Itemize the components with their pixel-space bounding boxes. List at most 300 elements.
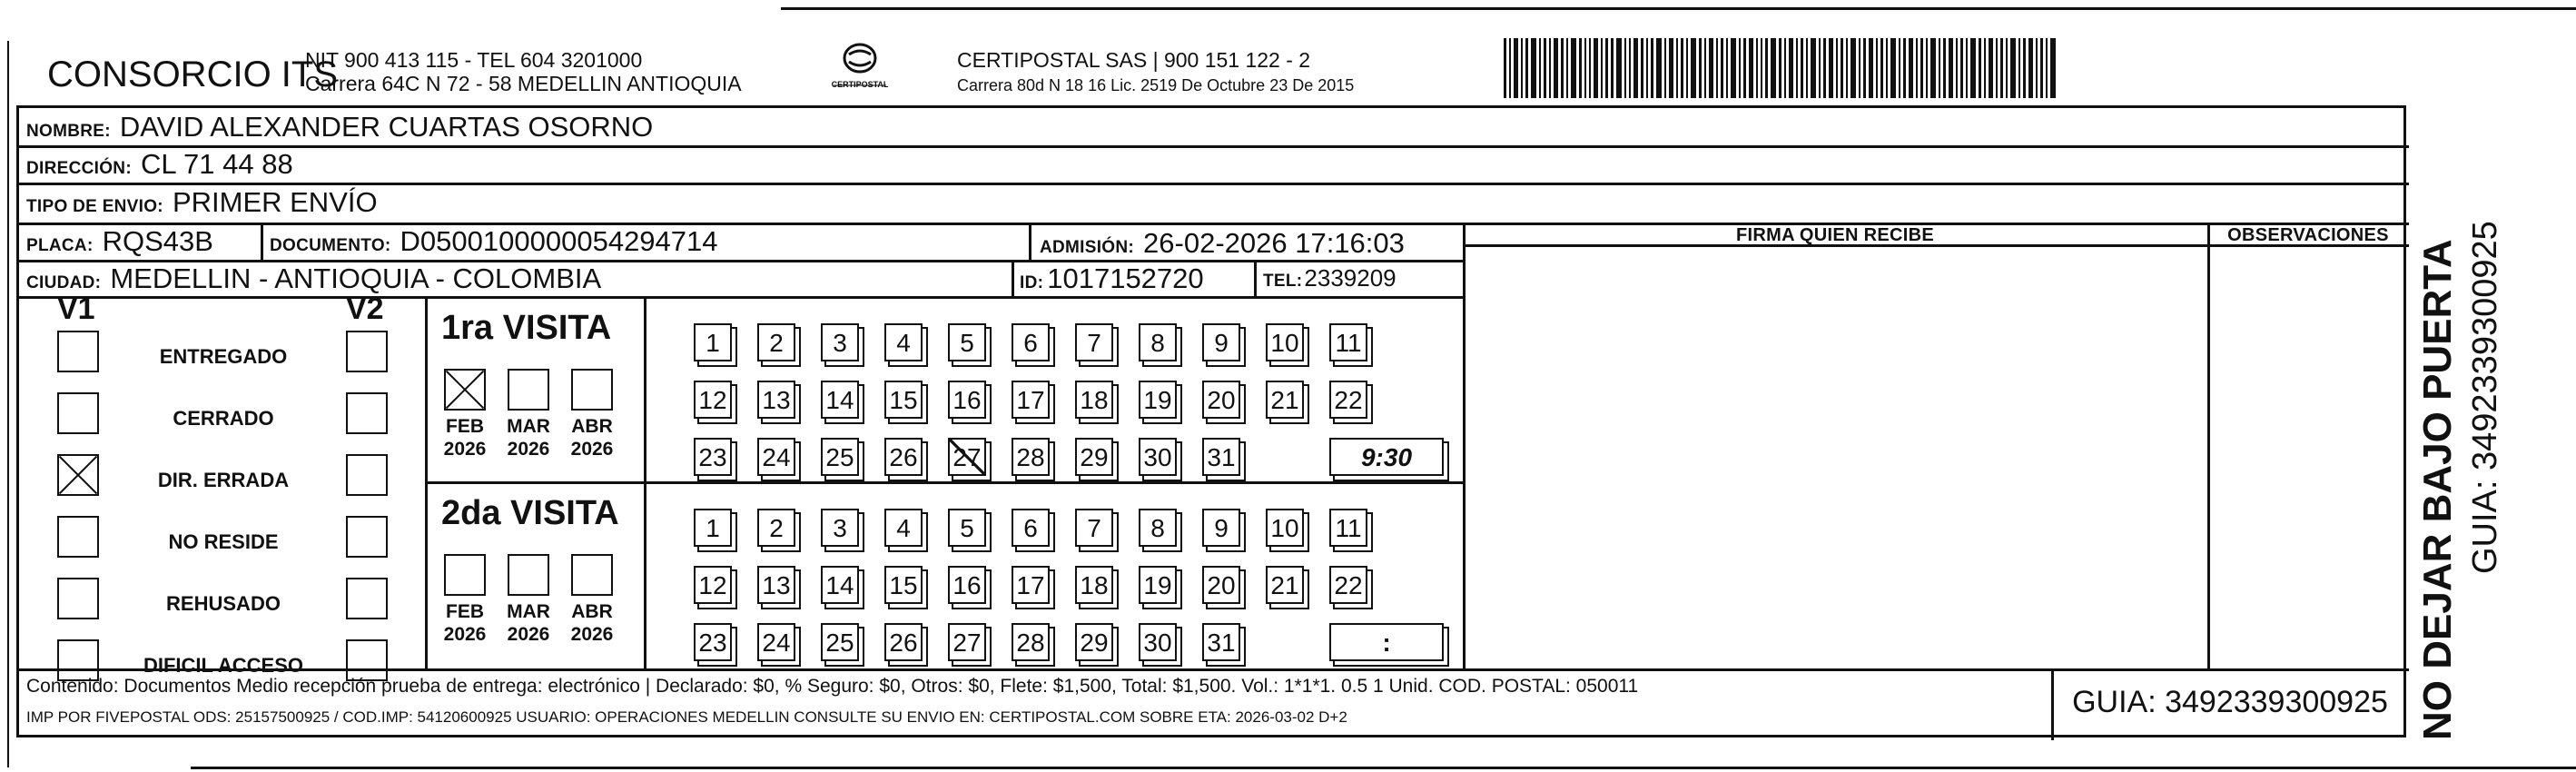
day-number: 12 [698,571,727,599]
month-checkbox[interactable] [444,554,486,596]
day-number: 29 [1080,443,1109,471]
day-cell[interactable] [1329,566,1367,604]
day-number: 10 [1270,514,1299,542]
barcode-bar [1984,38,1986,98]
barcode-bar [1859,38,1860,98]
month-name: ABR [571,601,613,622]
barcode-bar [1709,38,1713,98]
day-cell[interactable] [1075,438,1113,476]
ciudad-value: MEDELLIN - ANTIOQUIA - COLOMBIA [110,262,602,294]
day-cell[interactable] [884,438,923,476]
status-v2-checkbox[interactable] [346,392,388,434]
barcode-bar [1829,38,1833,98]
day-cell[interactable] [694,566,732,604]
day-number: 20 [1207,571,1236,599]
day-number: 23 [698,443,727,471]
barcode-bar [1704,38,1706,98]
month-name: FEB [446,601,484,622]
day-number: 15 [889,386,918,414]
barcode-bar [1525,38,1528,98]
logo-caption: CERTIPOSTAL [831,80,889,89]
barcode-bar [1890,38,1896,98]
day-number: 4 [896,514,911,542]
barcode-bar [1819,38,1821,98]
barcode-bar [2023,38,2026,98]
day-number: 8 [1150,329,1165,357]
month-checkbox[interactable] [508,369,549,411]
barcode-bar [1841,38,1843,98]
day-cell[interactable] [1329,323,1367,361]
day-cell[interactable] [821,381,859,419]
day-cell[interactable] [1202,623,1240,661]
carrier-name: CERTIPOSTAL SAS | 900 151 122 - 2 [957,48,1311,72]
day-number: 14 [825,386,854,414]
nombre-value: DAVID ALEXANDER CUARTAS OSORNO [119,111,654,143]
day-number: 6 [1023,514,1038,542]
ciudad-label: CIUDAD: [26,273,102,292]
month-checkbox[interactable] [444,369,486,411]
firma-header: FIRMA QUIEN RECIBE [1736,225,1934,245]
month-checkbox[interactable] [571,554,613,596]
day-number: 30 [1143,628,1172,657]
placa-row [26,225,213,258]
barcode-bar [1743,38,1746,98]
company-nit: NIT 900 413 115 - TEL 604 3201000 [305,48,643,72]
day-cell[interactable] [757,323,795,361]
barcode-bar [1566,38,1568,98]
barcode-bar [1589,38,1591,98]
month-label [499,600,558,646]
month-name: MAR [507,416,550,437]
tel-row [1263,264,1397,292]
barcode-bar [1554,38,1558,98]
barcode-bar [1549,38,1551,98]
barcode-bar [1806,38,1808,98]
day-cell[interactable] [1202,381,1240,419]
status-label: DIR. ERRADA [157,469,290,491]
day-cell[interactable] [757,381,795,419]
day-cell[interactable] [1012,323,1050,361]
barcode-bar [1765,38,1768,98]
company-address: Carrera 64C N 72 - 58 MEDELLIN ANTIOQUIA [305,72,742,95]
tipo-envio-row [26,186,378,219]
barcode-bar [1601,38,1603,98]
barcode-bar [1801,38,1803,98]
day-cell[interactable] [1139,323,1177,361]
status-v2-checkbox[interactable] [346,578,388,619]
barcode-bar [1514,38,1518,98]
day-number: 20 [1207,386,1236,414]
visit-time-box[interactable]: 9:30 [1329,438,1444,476]
day-cell[interactable] [1202,438,1240,476]
day-cell[interactable] [1012,438,1050,476]
day-number: 13 [762,386,791,414]
day-cell[interactable] [1266,381,1304,419]
day-number: 6 [1023,329,1038,357]
barcode-bar [1960,38,1963,98]
left-margin-line [7,41,9,767]
day-number: 21 [1270,571,1299,599]
day-number: 3 [833,514,847,542]
day-cell[interactable] [948,623,986,661]
month-checkbox[interactable] [571,369,613,411]
day-cell[interactable] [1202,323,1240,361]
day-number: 24 [762,443,791,471]
day-number: 11 [1335,329,1362,357]
month-year: 2026 [507,439,550,460]
day-cell[interactable] [1202,566,1240,604]
day-cell[interactable] [948,381,986,419]
firma-area[interactable] [1466,247,2205,667]
barcode-bar [1863,38,1866,98]
id-value: 1017152720 [1047,262,1204,294]
barcode [1504,38,2230,98]
barcode-bar [1716,38,1718,98]
day-cell[interactable] [1266,566,1304,604]
barcode-bar [1920,38,1923,98]
day-cell[interactable] [1329,381,1367,419]
day-number: 18 [1080,386,1109,414]
observaciones-header: OBSERVACIONES [2227,225,2389,245]
day-cell[interactable] [1202,509,1240,547]
day-number: 27 [952,628,982,657]
day-cell[interactable] [884,323,923,361]
barcode-bar [1721,38,1723,98]
day-cell[interactable] [1329,509,1367,547]
id-row [1020,262,1204,295]
day-cell[interactable] [1012,566,1050,604]
day-number: 2 [769,329,784,357]
month-label [436,415,494,460]
day-number: 28 [1016,628,1045,657]
barcode-bar [1779,38,1781,98]
day-cell[interactable] [757,623,795,661]
barcode-bar [1605,38,1608,98]
day-cell[interactable] [821,438,859,476]
barcode-bar [2036,38,2038,98]
day-cell[interactable] [694,438,732,476]
barcode-bar [1739,38,1741,98]
barcode-bar [1561,38,1564,98]
admision-value: 26-02-2026 17:16:03 [1143,227,1405,259]
day-cell[interactable] [694,509,732,547]
barcode-bar [1970,38,1976,98]
day-cell[interactable] [1139,438,1177,476]
barcode-bar [1784,38,1786,98]
carrier-address: Carrera 80d N 18 16 Lic. 2519 De Octubre 23 De 2015 [957,76,1355,94]
month-name: FEB [446,416,484,437]
barcode-bar [1726,38,1728,98]
observaciones-area[interactable] [2210,247,2406,667]
barcode-bar [1749,38,1753,98]
nombre-label: NOMBRE: [26,122,111,141]
day-number: 19 [1143,571,1172,599]
barcode-bar [1521,38,1523,98]
month-year: 2026 [570,624,614,645]
month-year: 2026 [570,439,614,460]
day-number: 24 [762,628,791,657]
day-number: 13 [762,571,791,599]
visit-title: 1ra VISITA [441,309,612,347]
day-number: 8 [1150,514,1165,542]
day-cell[interactable] [948,509,986,547]
direccion-row [26,148,293,181]
barcode-bar [1686,38,1688,98]
day-number: 4 [896,329,911,357]
day-number: 11 [1335,514,1362,542]
day-number: 31 [1207,443,1236,471]
barcode-bar [1909,38,1913,98]
day-cell[interactable] [757,438,795,476]
day-cell[interactable] [821,566,859,604]
barcode-bar [1504,38,1506,98]
barcode-bar [2040,38,2043,98]
barcode-bar [1691,38,1696,98]
day-number: 1 [706,514,720,542]
day-number: 5 [960,514,974,542]
day-cell[interactable] [884,509,923,547]
direccion-value: CL 71 44 88 [140,148,293,180]
visit-time-box[interactable]: : [1329,623,1444,661]
tel-value: 2339209 [1304,264,1397,292]
barcode-bar [2046,38,2048,98]
day-cell[interactable] [821,623,859,661]
month-label [499,415,558,460]
month-label [436,600,494,646]
barcode-bar [1681,38,1683,98]
day-cell[interactable] [1012,623,1050,661]
barcode-bar [1624,38,1626,98]
day-cell[interactable] [757,566,795,604]
barcode-bar [1846,38,1848,98]
day-cell[interactable] [1266,509,1304,547]
day-number: 18 [1080,571,1109,599]
barcode-bar [1761,38,1762,98]
day-cell[interactable] [1266,323,1304,361]
status-v2-checkbox[interactable] [346,516,388,558]
day-number: 7 [1087,514,1101,542]
day-cell[interactable] [1139,509,1177,547]
barcode-bar [1531,38,1536,98]
day-cell[interactable] [694,381,732,419]
day-number: 23 [698,628,727,657]
status-label: ENTREGADO [159,345,288,368]
status-v1-checkbox[interactable] [57,578,99,619]
day-number: 26 [889,628,918,657]
day-number: 30 [1143,443,1172,471]
barcode-bar [1876,38,1878,98]
day-number: 28 [1016,443,1045,471]
barcode-bar [1996,38,1998,98]
status-v1-checkbox[interactable] [57,331,99,372]
day-number: 21 [1270,386,1299,414]
month-label [563,600,621,646]
day-number: 17 [1016,386,1045,414]
barcode-bar [1956,38,1958,98]
company-name: CONSORCIO ITS [47,54,339,94]
barcode-bar [1646,38,1648,98]
day-cell[interactable] [1075,623,1113,661]
barcode-bar [1699,38,1702,98]
day-number: 15 [889,571,918,599]
barcode-bar [1926,38,1928,98]
day-number: 10 [1270,329,1299,357]
day-cell[interactable] [757,509,795,547]
barcode-bar [1886,38,1888,98]
guide-form [16,105,2406,737]
day-number: 9 [1214,514,1229,542]
ciudad-row [26,262,601,295]
tipo-envio-value: PRIMER ENVÍO [172,186,378,218]
footer-guia: GUIA: 3492339300925 [2072,685,2388,719]
barcode-bar [1651,38,1653,98]
direccion-label: DIRECCIÓN: [26,159,132,178]
barcode-bar [1509,38,1511,98]
documento-label: DOCUMENTO: [270,236,391,255]
month-name: ABR [571,416,613,437]
status-label: REHUSADO [166,592,281,615]
day-cell[interactable] [1139,566,1177,604]
day-number: 25 [825,628,854,657]
day-cell[interactable] [1075,381,1113,419]
status-v2-checkbox[interactable] [346,454,388,496]
barcode-bar [1771,38,1776,98]
day-cell[interactable] [884,623,923,661]
day-number: 22 [1334,571,1363,599]
barcode-bar [1539,38,1541,98]
day-cell[interactable] [884,381,923,419]
barcode-bar [1916,38,1918,98]
day-number: 25 [825,443,854,471]
nombre-row [26,111,653,144]
barcode-bar [1571,38,1576,98]
day-number: 7 [1087,329,1101,357]
day-number: 31 [1207,628,1236,657]
barcode-bar [2010,38,2016,98]
month-year: 2026 [443,624,487,645]
day-cell[interactable] [1139,381,1177,419]
barcode-bar [1903,38,1906,98]
day-cell[interactable] [1012,509,1050,547]
barcode-bar [1943,38,1946,98]
day-number: 9 [1214,329,1229,357]
barcode-bar [1584,38,1586,98]
month-name: MAR [507,601,550,622]
barcode-bar [1979,38,1981,98]
status-v2-checkbox[interactable] [346,331,388,372]
barcode-bar [1633,38,1638,98]
barcode-bar [1629,38,1631,98]
v2-header: V2 [346,292,384,326]
barcode-bar [1796,38,1798,98]
barcode-bar [1579,38,1582,98]
barcode-bar [1641,38,1643,98]
day-number: 16 [952,571,982,599]
tel-label: TEL: [1263,272,1303,291]
barcode-bar [1544,38,1546,98]
barcode-bar [1594,38,1598,98]
tipo-envio-label: TIPO DE ENVIO: [26,197,163,216]
day-number: 16 [952,386,982,414]
barcode-bar [1676,38,1678,98]
status-v1-checkbox[interactable] [57,454,99,496]
day-number: 3 [833,329,847,357]
barcode-bar [1939,38,1940,98]
day-number: 19 [1143,386,1172,414]
day-cell[interactable] [948,323,986,361]
certipostal-logo [824,36,895,102]
barcode-bar [1851,38,1856,98]
day-number: 29 [1080,628,1109,657]
barcode-bar [1836,38,1838,98]
month-checkbox[interactable] [508,554,549,596]
day-number: 27 [952,443,982,471]
admision-label: ADMISIÓN: [1040,238,1135,257]
status-label: NO RESIDE [168,530,279,553]
day-cell[interactable] [1012,381,1050,419]
barcode-bar [1823,38,1826,98]
footer-imp: IMP POR FIVEPOSTAL ODS: 25157500925 / COD.IMP: 54120600925 USUARIO: OPERACIONES MEDELLIN CONSULTE SU ENVIO EN: CERTIPOSTAL.COM SOBRE ETA: 2026-03-02 D+2 [26,708,1347,726]
day-number: 26 [889,443,918,471]
barcode-bar [1966,38,1968,98]
footer-contenido: Contenido: Documentos Medio recepción prueba de entrega: electrónico | Declarado: $0, % Seguro: $0, Otros: $0, Flete: $1,500, Total: $1,500. Vol.: 1*1*1. 0.5 1 Unid. COD. POSTAL: 050011 [26,676,1639,697]
barcode-bar [1811,38,1816,98]
month-year: 2026 [507,624,550,645]
day-cell[interactable] [694,323,732,361]
day-cell[interactable] [948,566,986,604]
barcode-bar [1664,38,1666,98]
barcode-bar [2028,38,2033,98]
barcode-bar [1869,38,1873,98]
placa-label: PLACA: [26,236,94,255]
month-label [563,415,621,460]
day-cell[interactable] [1075,323,1113,361]
status-label: DIFICIL ACCESO [143,654,303,677]
day-cell[interactable] [821,323,859,361]
barcode-bar [1731,38,1736,98]
day-cell[interactable] [694,623,732,661]
day-number: 14 [825,571,854,599]
barcode-bar [1669,38,1673,98]
barcode-bar [1899,38,1900,98]
barcode-bar [2018,38,2020,98]
status-v1-checkbox[interactable] [57,392,99,434]
visit-title: 2da VISITA [441,494,619,532]
barcode-bar [1880,38,1883,98]
status-v1-checkbox[interactable] [57,516,99,558]
documento-value: D0500100000054294714 [400,225,718,257]
day-cell-marked[interactable] [948,438,986,476]
day-number: 17 [1016,571,1045,599]
day-cell[interactable] [884,566,923,604]
barcode-bar [1949,38,1953,98]
day-cell[interactable] [1139,623,1177,661]
side-guia: GUIA: 3492339300925 [2466,221,2504,574]
bottom-border-line [191,767,2576,769]
day-number: 1 [706,329,720,357]
day-number: 12 [698,386,727,414]
day-number: 22 [1334,386,1363,414]
barcode-bar [1656,38,1662,98]
day-cell[interactable] [1075,509,1113,547]
barcode-bar [1789,38,1793,98]
status-label: CERRADO [173,407,274,430]
v1-header: V1 [57,292,95,326]
barcode-bar [1756,38,1758,98]
day-number: 5 [960,329,974,357]
day-cell[interactable] [821,509,859,547]
day-cell[interactable] [1075,566,1113,604]
